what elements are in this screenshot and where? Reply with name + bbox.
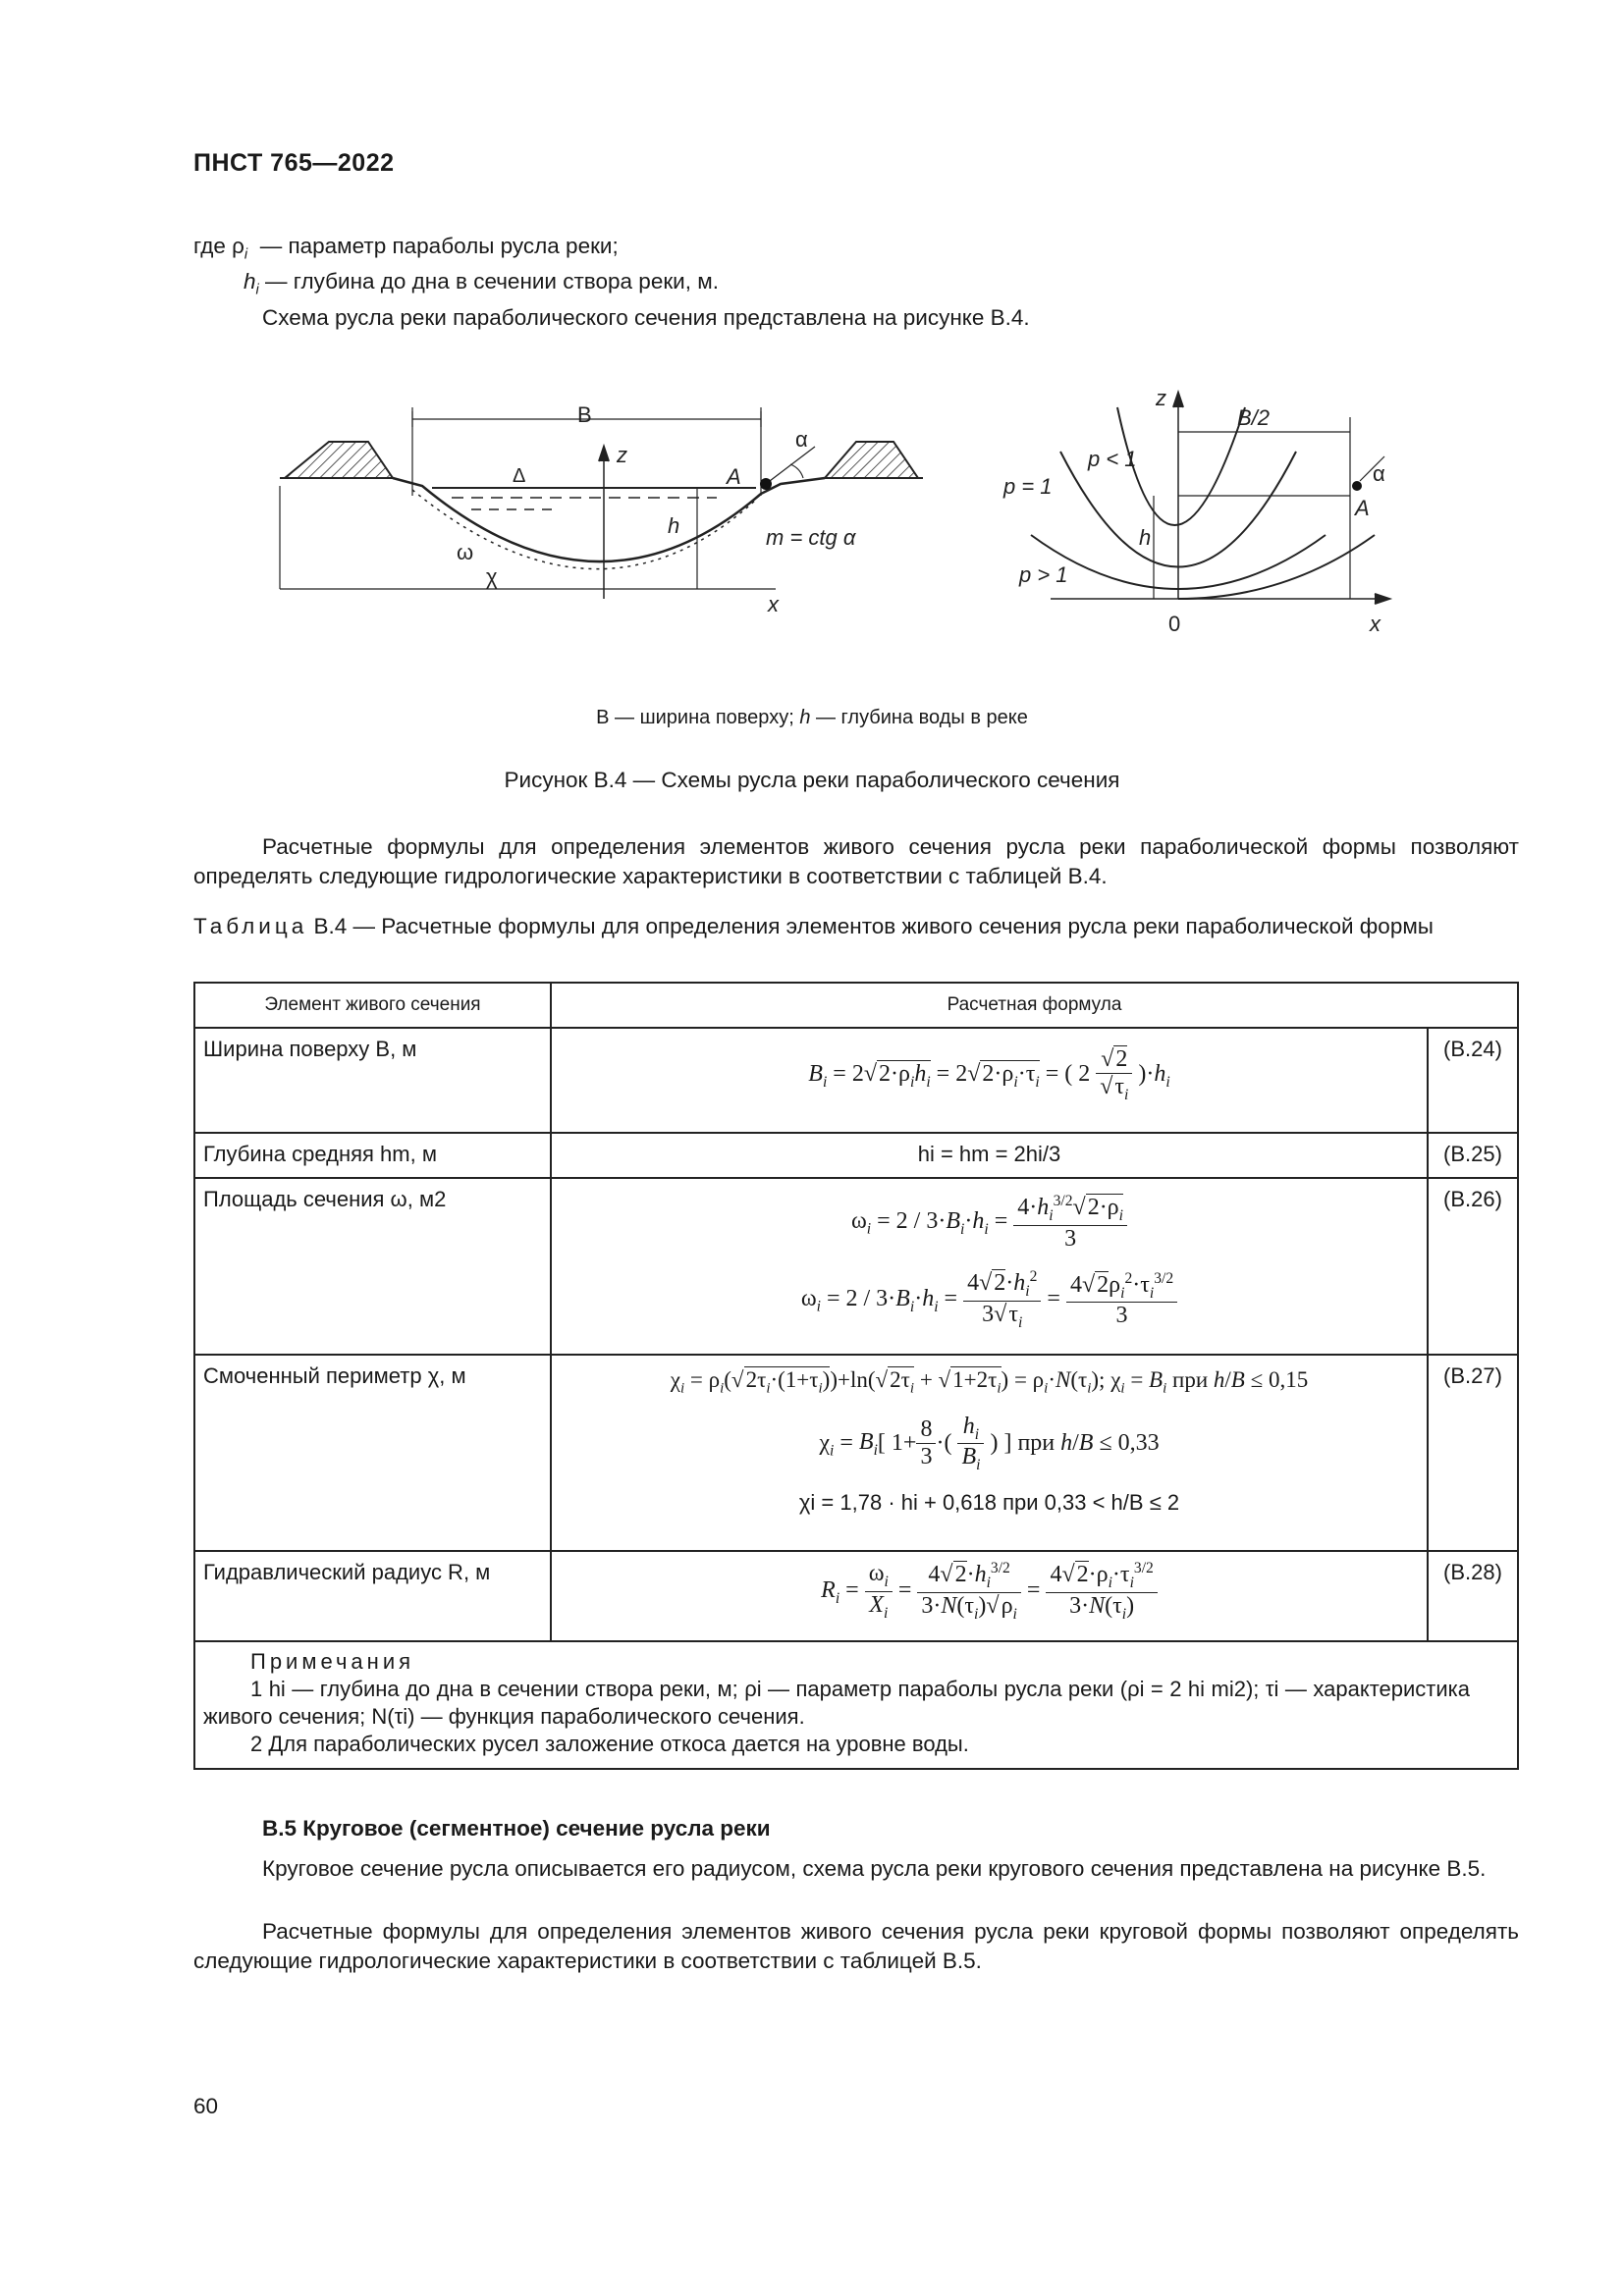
header-element: Элемент живого сечения (194, 983, 551, 1028)
table-row-b28 (194, 1551, 1518, 1641)
table-row-b27 (194, 1355, 1518, 1551)
document-code: ПНСТ 765—2022 (193, 149, 395, 177)
right-parabola-scheme (1031, 393, 1389, 604)
label-zero: 0 (1168, 612, 1181, 636)
formula-b28: $R_i$ = $\frac{\omega_i}{X_i}$ = $\frac{4√2\cdot h_i^{3/2}}{3\cdot N(\tau_i)√\rho_i}$ = $\frac{4√2\cdot\rho_i\cdot\tau_i^{3/2}}{3\cdot N(\tau_i)}$ (551, 1551, 1428, 1641)
h-definition: $h_i$ — глубина до дна в сечении створа реки, м. (244, 269, 719, 298)
figure-legend: B — ширина поверху; h — глубина воды в реке (596, 707, 1028, 728)
figure-river-channel-schemes (265, 388, 1394, 643)
table-notes (194, 1641, 1518, 1769)
label-right-h: h (1139, 525, 1152, 550)
label-chi: χ (486, 564, 498, 589)
label-alpha: α (795, 427, 808, 452)
formula-b25: hi = hm = 2hi/3 (551, 1133, 1428, 1178)
intro-paragraph: Расчетные формулы для определения элементов живого сечения русла реки параболической формы позволяют определять следующие гидрологические характеристики в соответствии с таблицей В.4. (193, 834, 1519, 888)
point-a-right-marker (1352, 481, 1362, 491)
label-h: h (668, 513, 680, 538)
table-row-b26 (194, 1178, 1518, 1355)
label-m-ctg: m = ctg α (766, 525, 856, 550)
notes-title: Примечания (250, 1649, 415, 1674)
figure-caption: Рисунок В.4 — Схемы русла реки параболического сечения (504, 768, 1120, 792)
rho-definition: где $\rho_i$ — параметр параболы русла реки; (193, 234, 619, 263)
section-heading: В.5 Круговое (сегментное) сечение русла реки (262, 1816, 771, 1841)
formula-b24: $B_i = 2√2\cdot\rho_ih_i = 2√2\cdot\rho_i\cdot\tau_i$ = ( 2 $\frac{√2}{√\tau_i}$ )$\cdot h_i$ (551, 1028, 1428, 1133)
label-right-x: x (1370, 612, 1380, 636)
label-p-lt-1: p < 1 (1088, 447, 1137, 471)
formula-b27: $\chi_i = \rho_i(√2\tau_i\cdot(1+\tau_i))+\ln(√2\tau_i + √1+2\tau_i) = \rho_i\cdot N(\tau_i)$; $\chi_i = B_i$ при h/B ≤ 0,15 $\chi_i = B_i$[ 1+ $\frac{8}{3}$ ·( $\frac{h_i}{B_i}$ ) ] при h/B ≤ 0,33 χi = 1,78 · hi + 0,618 при 0,33 < h/B ≤ 2 (551, 1355, 1428, 1551)
formula-table (193, 982, 1519, 1770)
element-name: Гидравлический радиус R, м (194, 1551, 551, 1641)
label-p-eq-1: p = 1 (1003, 474, 1053, 499)
element-name: Площадь сечения ω, м2 (194, 1178, 551, 1355)
table-notes-row (194, 1641, 1518, 1769)
label-right-alpha: α (1373, 461, 1385, 486)
table-title: Таблица В.4 — Расчетные формулы для определения элементов живого сечения русла реки параболической формы (193, 914, 1434, 938)
header-formula: Расчетная формула (551, 983, 1518, 1028)
label-right-A: A (1355, 496, 1370, 520)
element-name: Глубина средняя hm, м (194, 1133, 551, 1178)
formula-number: (В.24) (1428, 1028, 1518, 1133)
label-z: z (617, 443, 627, 467)
formula-number: (В.27) (1428, 1355, 1518, 1551)
formula-number: (В.26) (1428, 1178, 1518, 1355)
point-a-marker (760, 478, 772, 490)
table-header-row (194, 983, 1518, 1028)
section-paragraph-1: Круговое сечение русла описывается его радиусом, схема русла реки кругового сечения представлена на рисунке В.5. (262, 1856, 1487, 1881)
section-paragraph-2: Расчетные формулы для определения элементов живого сечения русла реки круговой формы позволяют определять следующие гидрологические характеристики в соответствии с таблицей В.5. (193, 1919, 1519, 1973)
element-name: Смоченный периметр χ, м (194, 1355, 551, 1551)
label-p-gt-1: p > 1 (1019, 562, 1068, 587)
note-2: 2 Для параболических русел заложение откоса дается на уровне воды. (250, 1732, 969, 1756)
label-omega: ω (457, 540, 474, 564)
table-row-b24 (194, 1028, 1518, 1133)
formula-b26: $\omega_i = 2 / 3\cdot B_i\cdot h_i$ = $\frac{4\cdot h_i^{3/2}√2\cdot\rho_i}{3}$ $\omega_i = 2 / 3\cdot B_i\cdot h_i$ = $\frac{4√2\cdot h_i^2}{3√\tau_i}$ = $\frac{4√2\rho_i^2\cdot\tau_i^{3/2}}{3}$ (551, 1178, 1428, 1355)
page-number: 60 (193, 2094, 219, 2118)
left-channel-scheme (280, 388, 923, 599)
note-1: 1 hi — глубина до дна в сечении створа реки, м; ρi — параметр параболы русла реки (ρi = 2 hi mi2); τi — характеристика живого сечения; N(τi) — функция параболического сечения. (203, 1677, 1470, 1729)
formula-number: (В.28) (1428, 1551, 1518, 1641)
label-A: A (727, 464, 741, 489)
label-half-b: B/2 (1237, 405, 1271, 430)
formula-number: (В.25) (1428, 1133, 1518, 1178)
label-delta: Δ (513, 465, 526, 487)
scheme-sentence: Схема русла реки параболического сечения представлена на рисунке В.4. (262, 305, 1030, 330)
label-x: x (768, 592, 779, 616)
table-row-b25 (194, 1133, 1518, 1178)
label-B: B (577, 402, 592, 427)
element-name: Ширина поверху B, м (194, 1028, 551, 1133)
label-right-z: z (1156, 388, 1166, 410)
